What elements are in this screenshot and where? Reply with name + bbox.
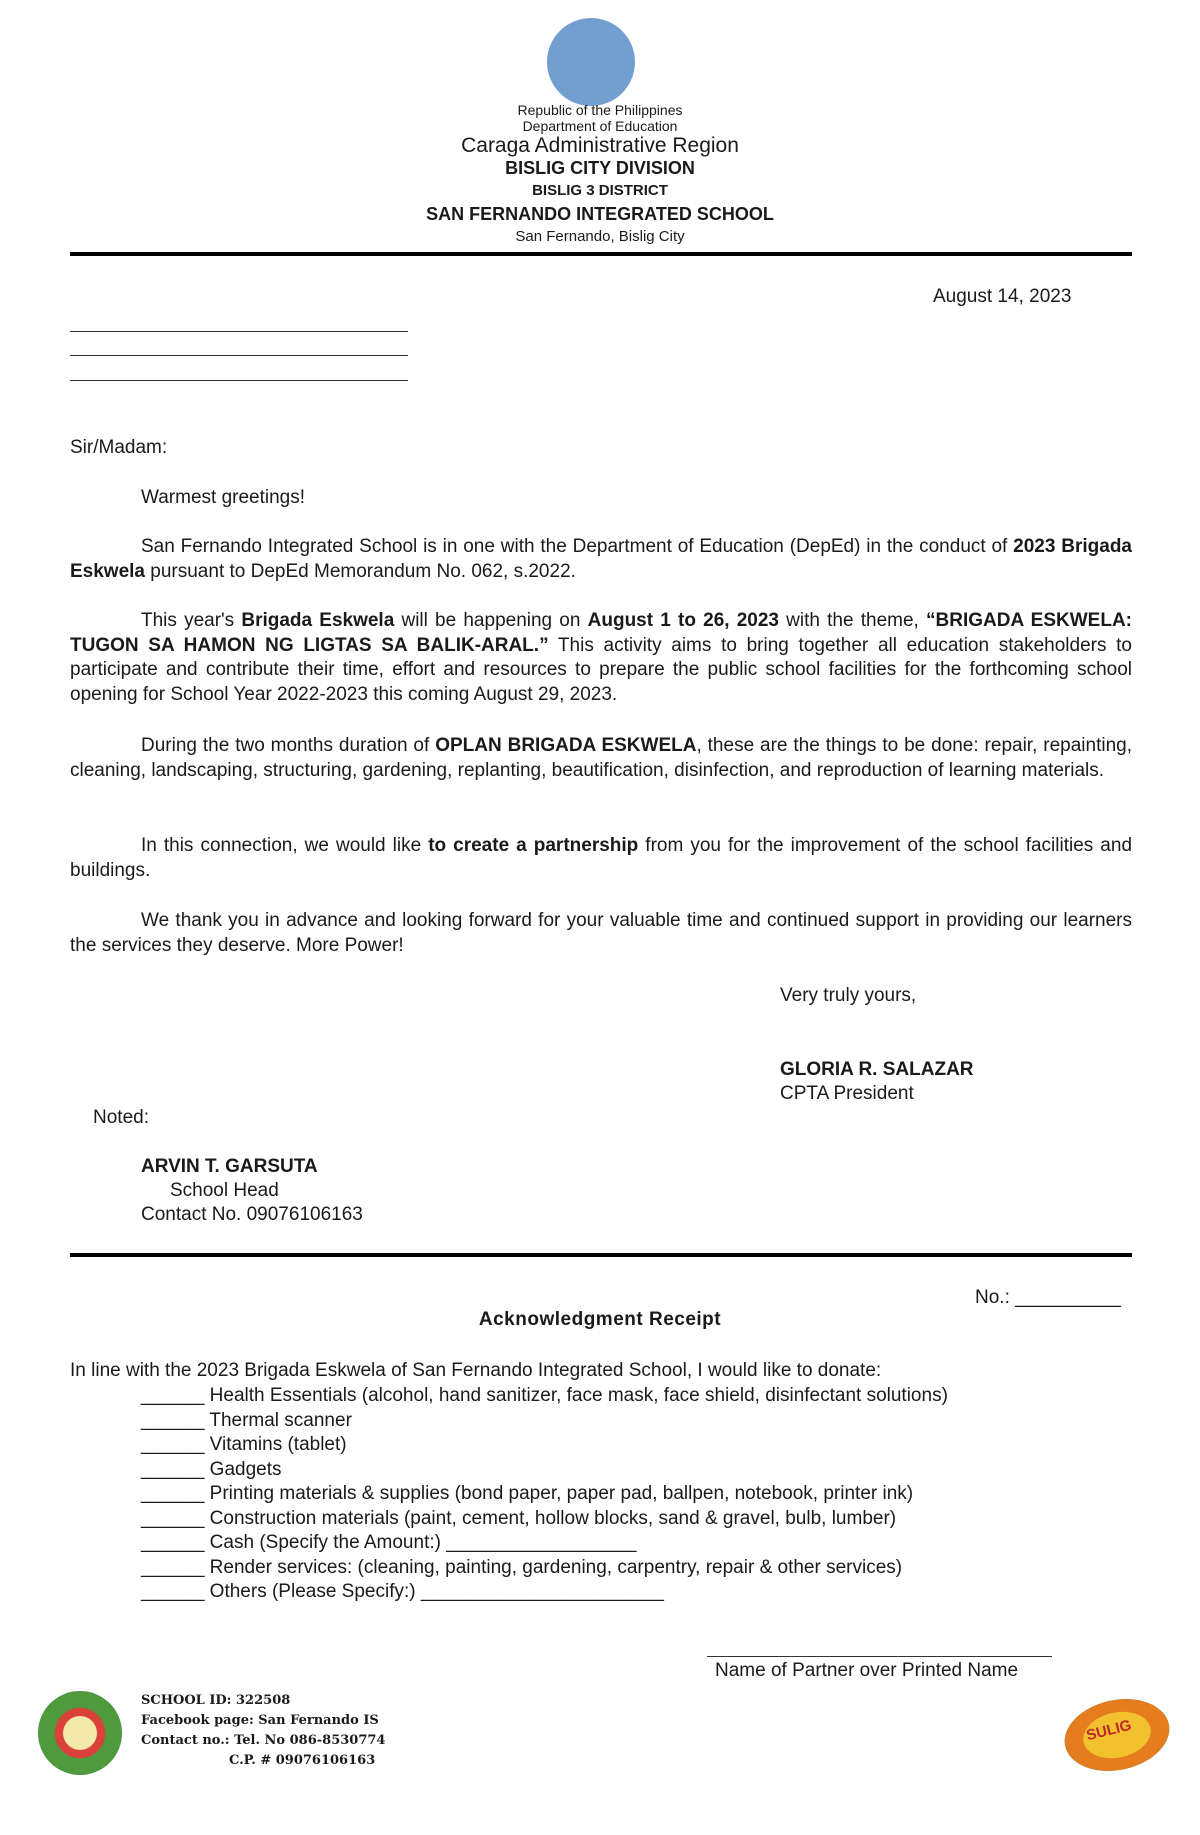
- donation-item: ______ Vitamins (tablet): [141, 1434, 347, 1455]
- donation-item: ______ Health Essentials (alcohol, hand sanitizer, face mask, face shield, disinfectant solutions): [141, 1385, 948, 1406]
- footer-facebook: Facebook page: San Fernando IS: [141, 1713, 379, 1728]
- header-region: Caraga Administrative Region: [461, 134, 739, 157]
- school-head-contact: Contact No. 09076106163: [141, 1204, 363, 1225]
- donation-item: ______ Construction materials (paint, cement, hollow blocks, sand & gravel, bulb, lumber): [141, 1507, 897, 1529]
- paragraph-4: In this connection, we would like to create a partnership from you for the improvement of the school facilities and buildings.: [70, 835, 1133, 881]
- addressee-line-3: [70, 380, 408, 382]
- salutation: Sir/Madam:: [70, 437, 168, 458]
- header-division: BISLIG CITY DIVISION: [505, 158, 695, 178]
- footer-school-id: SCHOOL ID: 322508: [141, 1693, 291, 1708]
- receipt-number: No.: __________: [975, 1287, 1121, 1308]
- letter-date: August 14, 2023: [933, 286, 1072, 307]
- donation-item: ______ Cash (Specify the Amount:) __________________: [141, 1532, 637, 1553]
- header-department: Department of Education: [522, 118, 678, 134]
- footer-cp: C.P. # 09076106163: [229, 1753, 376, 1768]
- receipt-rule: [70, 1253, 1132, 1257]
- partner-signature-label: Name of Partner over Printed Name: [715, 1660, 1019, 1681]
- header-republic: Republic of the Philippines: [517, 102, 683, 118]
- receipt-title: Acknowledgment Receipt: [478, 1309, 722, 1330]
- paragraph-2: This year's Brigada Eskwela will be happening on August 1 to 26, 2023 with the theme, “BRIGADA ESKWELA: TUGON SA HAMON NG LIGTAS SA BALIK-ARAL.” This activity aims to bring together all education stakeholders to participate and contribute their time, effort and resources to prepare the public school facilities for the forthcoming school opening for School Year 2022-2023 this coming August 29, 2023.: [70, 610, 1133, 705]
- school-head-title: School Head: [170, 1180, 279, 1201]
- donation-list: [141, 1384, 948, 1605]
- paragraph-3: During the two months duration of OPLAN BRIGADA ESKWELA, these are the things to be done: repair, repainting, cleaning, landscaping, structuring, gardening, replanting, beautification, disinfection, and reproduction of learning materials.: [70, 735, 1132, 781]
- receipt-intro: In line with the 2023 Brigada Eskwela of San Fernando Integrated School, I would like to donate:: [70, 1360, 882, 1381]
- donation-item: ______ Printing materials & supplies (bond paper, paper pad, ballpen, notebook, printer ink): [141, 1483, 914, 1504]
- signer-title: CPTA President: [780, 1083, 914, 1104]
- school-head-name: ARVIN T. GARSUTA: [141, 1156, 318, 1177]
- greeting: Warmest greetings!: [141, 487, 306, 508]
- header-rule: [70, 252, 1132, 256]
- donation-item: ______ Thermal scanner: [141, 1409, 352, 1431]
- addressee-line-1: [70, 331, 408, 333]
- closing: Very truly yours,: [780, 985, 917, 1006]
- donation-item: ______ Others (Please Specify:) _______________________: [141, 1581, 664, 1602]
- header-district: BISLIG 3 DISTRICT: [532, 182, 668, 199]
- addressee-line-2: [70, 355, 408, 357]
- header-school: SAN FERNANDO INTEGRATED SCHOOL: [426, 204, 774, 224]
- deped-seal: [547, 18, 635, 106]
- donation-item: ______ Render services: (cleaning, painting, gardening, carpentry, repair & other services): [141, 1556, 903, 1578]
- noted-label: Noted:: [93, 1107, 149, 1128]
- partner-signature-line: [707, 1656, 1052, 1657]
- paragraph-1: San Fernando Integrated School is in one with the Department of Education (DepEd) in the conduct of 2023 Brigada Eskwela pursuant to DepEd Memorandum No. 062, s.2022.: [70, 536, 1132, 582]
- footer-contact: Contact no.: Tel. No 086-8530774: [141, 1733, 386, 1748]
- signer-name: GLORIA R. SALAZAR: [780, 1059, 974, 1080]
- school-logo: [38, 1691, 122, 1775]
- donation-item: ______ Gadgets: [141, 1458, 282, 1480]
- division-logo-text: SULIG: [1084, 1716, 1134, 1745]
- paragraph-5: We thank you in advance and looking forward for your valuable time and continued support in providing our learners the services they deserve. More Power!: [70, 910, 1132, 956]
- header-address: San Fernando, Bislig City: [515, 228, 685, 245]
